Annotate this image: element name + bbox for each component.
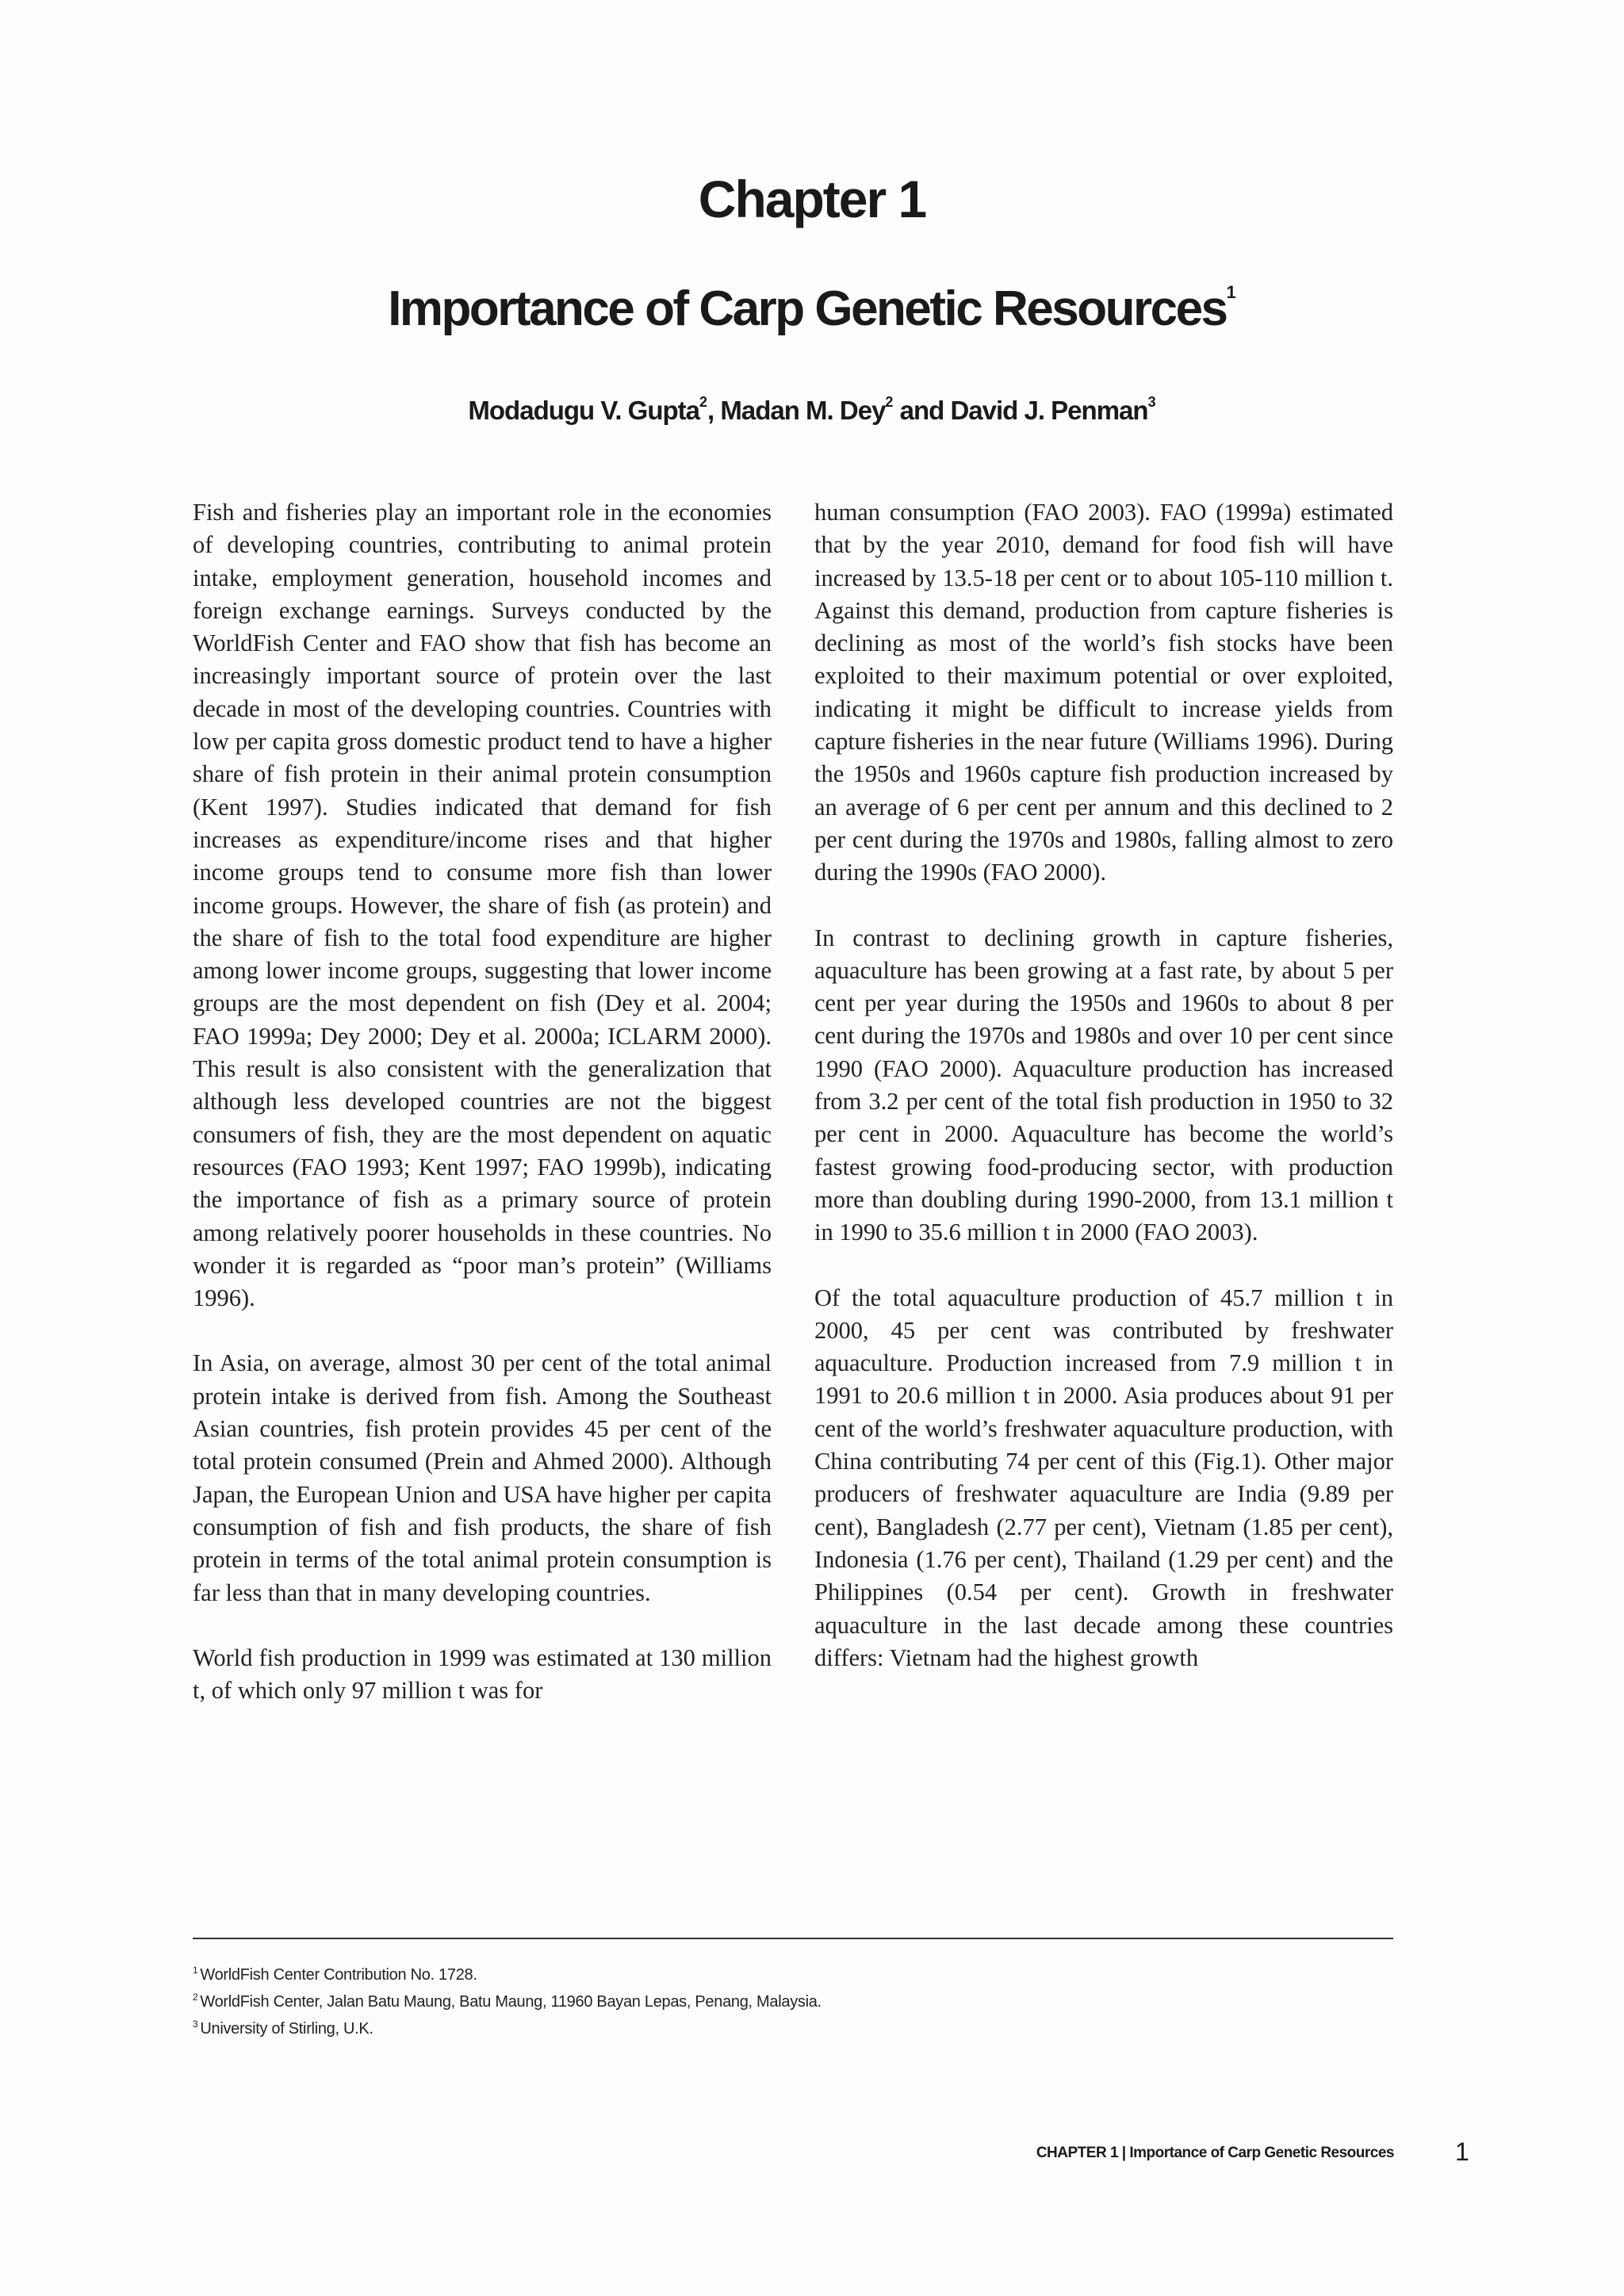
title-footnote-marker: 1 — [1226, 282, 1236, 302]
footnote — [193, 2013, 1393, 2040]
footnote-text: University of Stirling, U.K. — [200, 2020, 373, 2038]
body-column-left — [193, 496, 772, 1739]
author-affiliation-marker: 2 — [699, 394, 708, 410]
footnotes — [193, 1959, 1393, 2040]
footnote — [193, 1986, 1393, 2013]
running-footer: CHAPTER 1 | Importance of Carp Genetic Resources — [1036, 2145, 1394, 2161]
body-paragraph: Of the total aquaculture production of 45.7 million t in 2000, 45 per cent was contributed by freshwater aquaculture. Production increased from 7.9 million t in 1991 to 20.6 million t in 2000. Asia produces about 91 per cent of the world’s freshwater aquaculture production, with China contributing 74 per cent of this (Fig.1). Other major producers of freshwater aquaculture are India (9.89 per cent), Bangladesh (2.77 per cent), Vietnam (1.85 per cent), Indonesia (1.76 per cent), Thailand (1.29 per cent) and the Philippines (0.54 per cent). Growth in freshwater aquaculture in the last decade among these countries differs: Vietnam had the highest growth — [814, 1284, 1393, 1671]
footnote-number: 1 — [193, 1965, 198, 1976]
body-paragraph: World fish production in 1999 was estimated at 130 million t, of which only 97 million t was for — [193, 1644, 772, 1705]
chapter-label: Chapter 1 — [698, 170, 926, 228]
body-paragraph: In Asia, on average, almost 30 per cent of the total animal protein intake is derived from fish. Among the Southeast Asian countries, fish protein provides 45 per cent of the total protein consumed (Prein and Ahmed 2000). Although Japan, the European Union and USA have higher per capita consumption of fish and fish products, the share of fish protein in terms of the total animal protein consumption is far less than that in many developing countries. — [193, 1349, 772, 1606]
author-name: David J. Penman — [950, 396, 1148, 425]
author-affiliation-marker: 2 — [885, 394, 894, 410]
chapter-title — [0, 281, 1624, 336]
author-separator: , — [707, 396, 721, 425]
chapter-title-text: Importance of Carp Genetic Resources — [388, 281, 1227, 336]
author-name: Modadugu V. Gupta — [468, 396, 700, 425]
footnote-text: WorldFish Center Contribution No. 1728. — [200, 1966, 477, 1984]
body-paragraph: In contrast to declining growth in capture fisheries, aquaculture has been growing at a fast rate, by about 5 per cent per year during the 1950s and 1960s to about 8 per cent during the 1970s and 1980s and over 10 per cent since 1990 (FAO 2000). Aquaculture production has increased from 3.2 per cent of the total fish production in 1950 to 32 per cent in 2000. Aquaculture has become the world’s fastest growing food-producing sector, with production more than doubling during 1990-2000, from 13.1 million t in 1990 to 35.6 million t in 2000 (FAO 2003). — [814, 924, 1393, 1246]
page-number: 1 — [1455, 2137, 1469, 2166]
author-name: Madan M. Dey — [720, 396, 886, 425]
body-column-right — [814, 496, 1393, 1707]
footnote-number: 3 — [193, 2019, 198, 2030]
author-separator: and — [893, 396, 951, 425]
author-affiliation-marker: 3 — [1147, 394, 1156, 410]
body-paragraph: Fish and fisheries play an important role in the economies of developing countries, contributing to animal protein intake, employment generation, household incomes and foreign exchange earnings. Surveys conducted by the WorldFish Center and FAO show that fish has become an increasingly important source of protein over the last decade in most of the developing countries. Countries with low per capita gross domestic product tend to have a higher share of fish protein in their animal protein consumption (Kent 1997). Studies indicated that demand for fish increases as expenditure/income rises and that higher income groups tend to consume more fish than lower income groups. However, the share of fish (as protein) and the share of fish to the total food expenditure are higher among lower income groups, suggesting that lower income groups are the most dependent on fish (Dey et al. 2004; FAO 1999a; Dey 2000; Dey et al. 2000a; ICLARM 2000). This result is also consistent with the generalization that although less developed countries are not the biggest consumers of fish, they are the most dependent on aquatic resources (FAO 1993; Kent 1997; FAO 1999b), indicating the importance of fish as a primary source of protein among relatively poorer households in these countries. No wonder it is regarded as “poor man’s protein” (Williams 1996). — [193, 499, 772, 1312]
footnote — [193, 1959, 1393, 1986]
footnote-divider — [193, 1938, 1393, 1939]
footnote-number: 2 — [193, 1992, 198, 2003]
author-line — [0, 395, 1624, 423]
body-paragraph: human consumption (FAO 2003). FAO (1999a) estimated that by the year 2010, demand for food fish will have increased by 13.5-18 per cent or to about 105-110 million t. Against this demand, production from capture fisheries is declining as most of the world’s fish stocks have been exploited to their maximum potential or over exploited, indicating it might be difficult to increase yields from capture fisheries in the near future (Williams 1996). During the 1950s and 1960s capture fish production increased by an average of 6 per cent per annum and this declined to 2 per cent during the 1970s and 1980s, falling almost to zero during the 1990s (FAO 2000). — [814, 499, 1393, 886]
footnote-text: WorldFish Center, Jalan Batu Maung, Batu Maung, 11960 Bayan Lepas, Penang, Malaysia. — [200, 1993, 822, 2011]
